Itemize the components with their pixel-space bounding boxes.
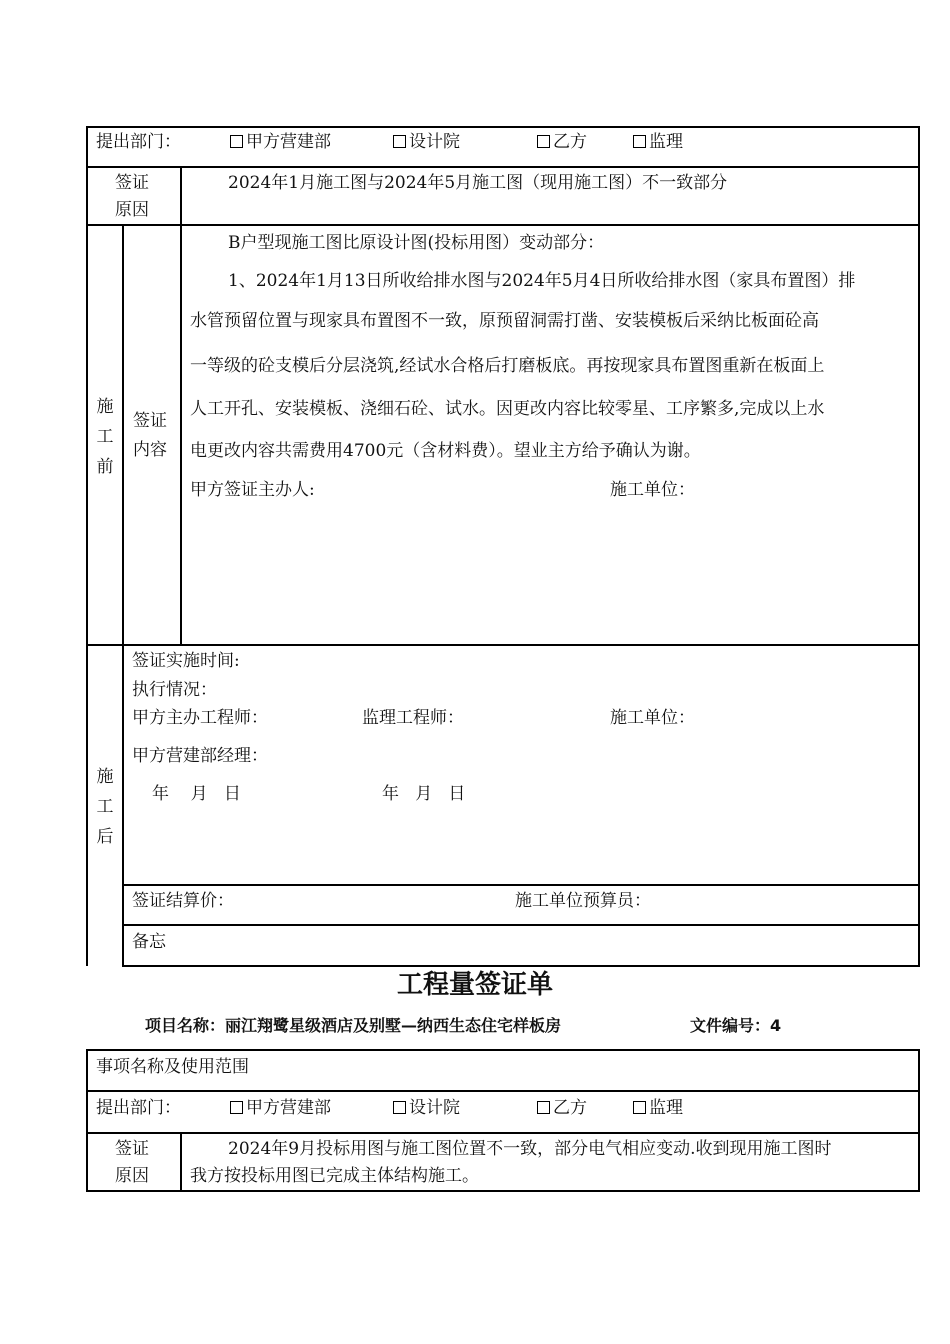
table1-border-bottom <box>122 965 920 967</box>
party-a-handler: 甲方签证主办人: <box>190 480 315 500</box>
table2-border-bottom <box>86 1190 920 1192</box>
checkbox-icon <box>230 1101 243 1114</box>
checkbox-icon <box>633 135 646 148</box>
content-line: 1、2024年1月13日所收给排水图与2024年5月4日所收给排水图（家具布置图）排 <box>228 271 856 291</box>
table1-rule <box>122 924 920 926</box>
checkbox-icon <box>537 1101 550 1114</box>
supervisor-engineer: 监理工程师： <box>362 708 464 728</box>
reason-label: 原因 <box>115 200 149 220</box>
table1-col-rule <box>122 224 124 966</box>
option-supervisor[interactable]: 监理 <box>633 1097 683 1119</box>
page-title: 工程量签证单 <box>396 970 553 1000</box>
content-line: 电更改内容共需费用4700元（含材料费）。望业主方给予确认为谢。 <box>190 441 701 461</box>
option-supervisor[interactable]: 监理 <box>633 131 683 153</box>
table1-border-left <box>86 126 88 966</box>
table2-border-right <box>918 1049 920 1191</box>
table2-border-left <box>86 1049 88 1191</box>
budget-officer: 施工单位预算员： <box>515 891 651 911</box>
option-party-b[interactable]: 乙方 <box>537 131 587 153</box>
reason-text: 2024年1月施工图与2024年5月施工图（现用施工图）不一致部分 <box>228 173 728 193</box>
checkbox-icon <box>537 135 550 148</box>
content-line: 一等级的砼支模后分层浇筑,经试水合格后打磨板底。再按现家具布置图重新在板面上 <box>190 356 825 376</box>
date-field: 年 月 日 <box>152 784 241 804</box>
contractor-unit: 施工单位： <box>610 708 695 728</box>
content-line: B户型现施工图比原设计图(投标用图）变动部分： <box>228 233 605 253</box>
reason-label: 签证 <box>115 173 149 193</box>
table1-rule <box>86 224 920 226</box>
option-party-a-dept[interactable]: 甲方营建部 <box>230 1097 331 1119</box>
after-label: 施 工 后 <box>96 767 114 847</box>
table1-border-top <box>86 126 920 128</box>
reason-label: 原因 <box>115 1166 149 1186</box>
party-a-engineer: 甲方主办工程师： <box>132 708 268 728</box>
table2-rule <box>86 1132 920 1134</box>
project-name: 项目名称：丽江翔鹭星级酒店及别墅—纳西生态住宅样板房 <box>145 1016 562 1035</box>
option-party-b[interactable]: 乙方 <box>537 1097 587 1119</box>
checkbox-icon <box>393 1101 406 1114</box>
contractor-unit: 施工单位： <box>610 480 695 500</box>
content-label: 内容 <box>133 440 167 460</box>
table1-border-right <box>918 126 920 967</box>
table1-rule <box>122 884 920 886</box>
impl-time: 签证实施时间: <box>132 651 240 671</box>
option-design-institute[interactable]: 设计院 <box>393 1097 460 1119</box>
reason-label: 签证 <box>115 1139 149 1159</box>
execution: 执行情况： <box>132 680 217 700</box>
reason-text: 我方按投标用图已完成主体结构施工。 <box>190 1166 479 1186</box>
proposer-label: 提出部门： <box>96 132 181 152</box>
option-party-a-dept[interactable]: 甲方营建部 <box>230 131 331 153</box>
content-label: 签证 <box>133 411 167 431</box>
file-number: 文件编号：4 <box>690 1016 782 1035</box>
table2-col-rule <box>180 1132 182 1190</box>
table2-rule <box>86 1090 920 1092</box>
option-design-institute[interactable]: 设计院 <box>393 131 460 153</box>
checkbox-icon <box>393 135 406 148</box>
table1-col-rule <box>180 166 182 644</box>
table2-border-top <box>86 1049 920 1051</box>
checkbox-icon <box>230 135 243 148</box>
settlement-price: 签证结算价： <box>132 891 234 911</box>
content-line: 人工开孔、安装模板、浇细石砼、试水。因更改内容比较零星、工序繁多,完成以上水 <box>190 399 825 419</box>
dept-manager: 甲方营建部经理： <box>132 746 268 766</box>
content-line: 水管预留位置与现家具布置图不一致，原预留洞需打凿、安装模板后采纳比板面砼高 <box>190 311 819 331</box>
checkbox-icon <box>633 1101 646 1114</box>
proposer-label: 提出部门： <box>96 1098 181 1118</box>
table1-rule <box>86 166 920 168</box>
reason-text: 2024年9月投标用图与施工图位置不一致，部分电气相应变动.收到现用施工图时 <box>228 1139 832 1159</box>
before-label: 施 工 前 <box>96 397 114 477</box>
memo-label: 备忘 <box>132 932 166 952</box>
date-field: 年 月 日 <box>382 784 466 804</box>
table1-rule <box>86 644 920 646</box>
item-name-label: 事项名称及使用范围 <box>96 1057 249 1077</box>
